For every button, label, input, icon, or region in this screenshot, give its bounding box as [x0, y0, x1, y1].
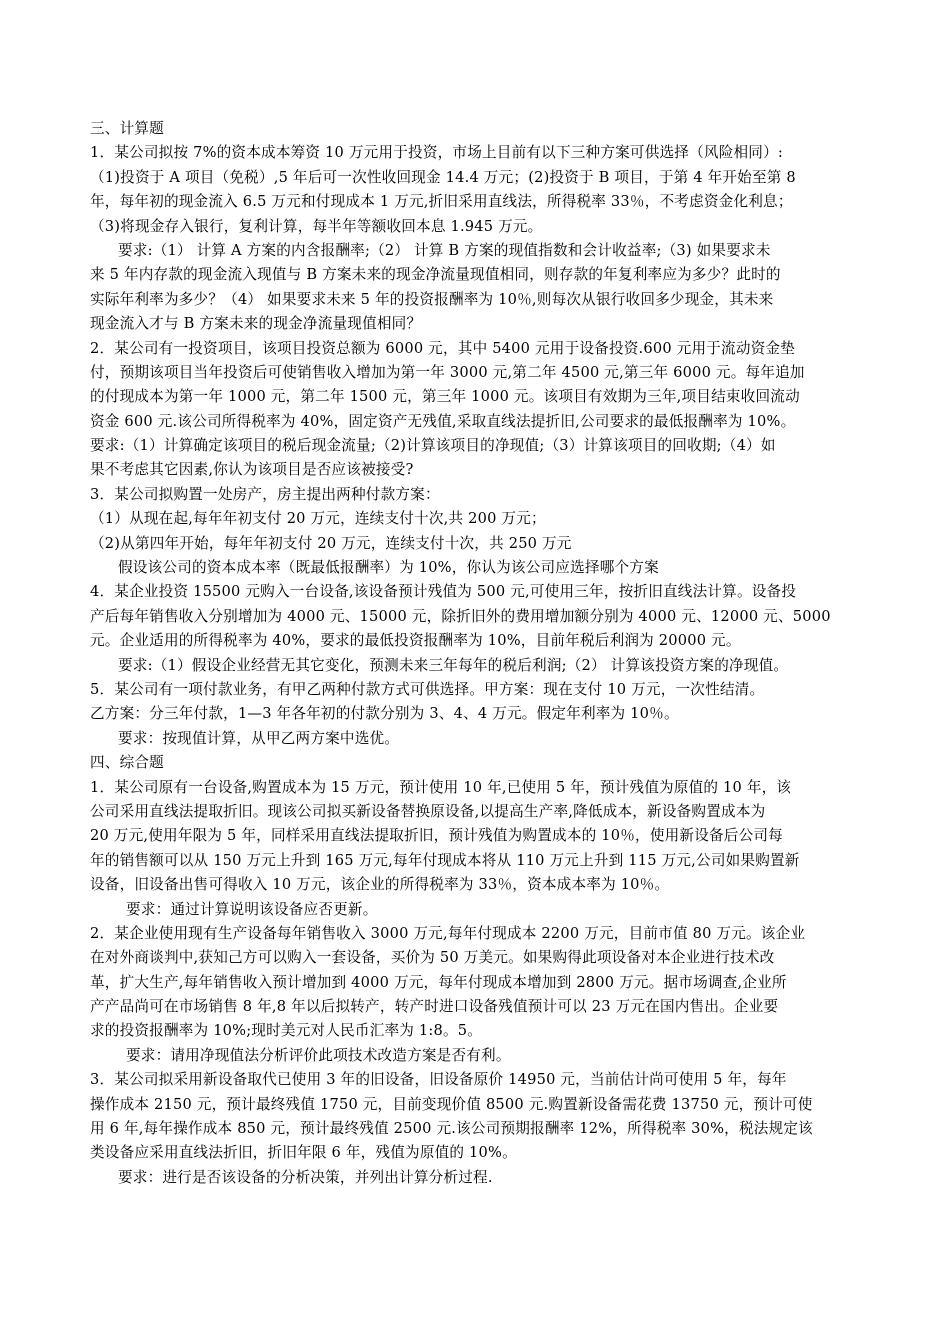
q4-1-requirement: 要求：通过计算说明该设备应否更新。: [126, 900, 378, 918]
q3-3-line-1: 3．某公司拟购置一处房产，房主提出两种付款方案：: [90, 485, 440, 503]
q4-1-line-3: 20 万元,使用年限为 5 年，同样采用直线法提取折旧，预计残值为购置成本的 10％，使用新设备后公司每: [90, 827, 783, 845]
q3-1-requirement-line-1: 要求:（1） 计算 A 方案的内含报酬率;（2） 计算 B 方案的现值指数和会计收益率;（3) 如果要求未: [118, 241, 771, 259]
q4-1-line-1: 1．某公司原有一台设备,购置成本为 15 万元，预计使用 10 年,已使用 5 年，预计残值为原值的 10 年，该: [90, 778, 792, 796]
q4-2-line-5: 求的投资报酬率为 10%;现时美元对人民币汇率为 1:8。5。: [90, 1022, 483, 1040]
q3-5-line-1: 5．某公司有一项付款业务，有甲乙两种付款方式可供选择。甲方案：现在支付 10 万元，一次性结清。: [90, 680, 765, 698]
q4-3-line-2: 操作成本 2150 元，预计最终残值 1750 元，目前变现价值 8500 元.购置新设备需花费 13750 元，预计可使: [90, 1095, 813, 1113]
q3-4-line-2: 产后每年销售收入分别增加为 4000 元、15000 元，除折旧外的费用增加额分别为 4000 元、12000 元、5000: [90, 607, 831, 625]
q3-4-line-1: 4．某企业投资 15500 元购入一台设备,该设备预计残值为 500 元,可使用三年，按折旧直线法计算。设备投: [90, 583, 797, 601]
q4-3-line-3: 用 6 年,每年操作成本 850 元，预计最终残值 2500 元.该公司预期报酬率 12%，所得税率 30%，税法规定该: [90, 1120, 813, 1138]
q4-2-line-3: 革，扩大生产,每年销售收入预计增加到 4000 万元，每年付现成本增加到 2800 万元。据市场调查,企业所: [90, 973, 787, 991]
q4-1-line-2: 公司采用直线法提取折旧。现该公司拟买新设备替换原设备,以提高生产率,降低成本，新设备购置成本为: [90, 802, 766, 820]
q4-1-line-5: 设备，旧设备出售可得收入 10 万元，该企业的所得税率为 33％，资本成本率为 10％。: [90, 876, 670, 894]
section-heading-calculation: 三、计算题: [90, 120, 164, 137]
q4-1-line-4: 年的销售额可以从 150 万元上升到 165 万元,每年付现成本将从 110 万元上升到 115 万元,公司如果购置新: [90, 851, 800, 869]
q3-5-requirement: 要求：按现值计算，从甲乙两方案中选优。: [118, 729, 400, 747]
q4-2-requirement: 要求：请用净现值法分析评价此项技术改造方案是否有利。: [126, 1046, 511, 1064]
q3-1-line-4: （3)将现金存入银行，复利计算，每半年等额收回本息 1.945 万元。: [90, 217, 543, 235]
document-page: [90, 117, 865, 1190]
q3-3-option-2: （2)从第四年开始，每年年初支付 20 万元，连续支付十次，共 250 万元: [90, 534, 572, 552]
q4-2-line-1: 2．某企业使用现有生产设备每年销售收入 3000 万元,每年付现成本 2200 万元，目前市值 80 万元。该企业: [90, 924, 806, 942]
q3-2-line-2: 付，预期该项目当年投资后可使销售收入增加为第一年 3000 元,第二年 4500 元,第三年 6000 元。每年追加: [90, 363, 805, 381]
q3-4-requirement: 要求:（1）假设企业经营无其它变化，预测未来三年每年的税后利润;（2） 计算该投资方案的净现值。: [118, 656, 789, 674]
q4-3-line-4: 类设备应采用直线法折旧，折旧年限 6 年，残值为原值的 10%。: [90, 1144, 517, 1162]
q3-4-line-3: 元。企业适用的所得税率为 40%，要求的最低投资报酬率为 10%，目前年税后利润为 20000 元。: [90, 632, 741, 650]
q3-2-line-3: 的付现成本为第一年 1000 元，第二年 1500 元，第三年 1000 元。该项目有效期为三年,项目结束收回流动: [90, 388, 800, 406]
q3-2-requirement-line-2: 果不考虑其它因素,你认为该项目是否应该被接受?: [90, 461, 414, 479]
q3-1-line-1: 1．某公司拟按 7%的资本成本筹资 10 万元用于投资，市场上目前有以下三种方案可供选择（风险相同）:: [90, 144, 783, 162]
q3-5-line-2: 乙方案：分三年付款，1—3 年各年初的付款分别为 3、4、4 万元。假定年利率为 10％。: [90, 705, 679, 723]
q4-2-line-2: 在对外商谈判中,获知己方可以购入一套设备，买价为 50 万美元。如果购得此项设备对本企业进行技术改: [90, 949, 775, 967]
q3-3-option-1: （1）从现在起,每年年初支付 20 万元，连续支付十次,共 200 万元；: [90, 510, 546, 528]
q3-1-requirement-line-3: 实际年利率为多少？（4） 如果要求未来 5 年的投资报酬率为 10％,则每次从银行收回多少现金，其未来: [90, 290, 774, 308]
q3-1-line-2: （1)投资于 A 项目（免税）,5 年后可一次性收回现金 14.4 万元；(2)投资于 B 项目，于第 4 年开始至第 8: [90, 168, 796, 186]
q3-2-line-1: 2．某公司有一投资项目，该项目投资总额为 6000 元，其中 5400 元用于设备投资.600 元用于流动资金垫: [90, 339, 796, 357]
q3-1-requirement-line-4: 现金流入才与 B 方案未来的现金净流量现值相同？: [90, 315, 422, 333]
q4-2-line-4: 产产品尚可在市场销售 8 年,8 年以后拟转产，转产时进口设备残值预计可以 23 万元在国内售出。企业要: [90, 998, 779, 1016]
q3-1-requirement-line-2: 来 5 年内存款的现金流入现值与 B 方案未来的现金净流量现值相同，则存款的年复利率应为多少？此时的: [90, 266, 781, 284]
q3-2-requirement-line-1: 要求:（1）计算确定该项目的税后现金流量;（2)计算该项目的净现值;（3）计算该项目的回收期;（4）如: [90, 437, 776, 455]
q4-3-requirement: 要求：进行是否该设备的分析决策，并列出计算分析过程.: [118, 1168, 493, 1186]
section-heading-comprehensive: 四、综合题: [90, 754, 164, 772]
q4-3-line-1: 3．某公司拟采用新设备取代已使用 3 年的旧设备，旧设备原价 14950 元，当前估计尚可使用 5 年，每年: [90, 1071, 787, 1089]
q3-1-line-3: 年，每年初的现金流入 6.5 万元和付现成本 1 万元,折旧采用直线法，所得税率 33％，不考虑资金化利息；: [90, 193, 793, 211]
q3-2-line-4: 资金 600 元.该公司所得税率为 40%，固定资产无残值,采取直线法提折旧,公司要求的最低报酬率为 10%。: [90, 412, 796, 430]
q3-3-requirement: 假设该公司的资本成本率（既最低报酬率）为 10%，你认为该公司应选择哪个方案: [118, 559, 659, 577]
